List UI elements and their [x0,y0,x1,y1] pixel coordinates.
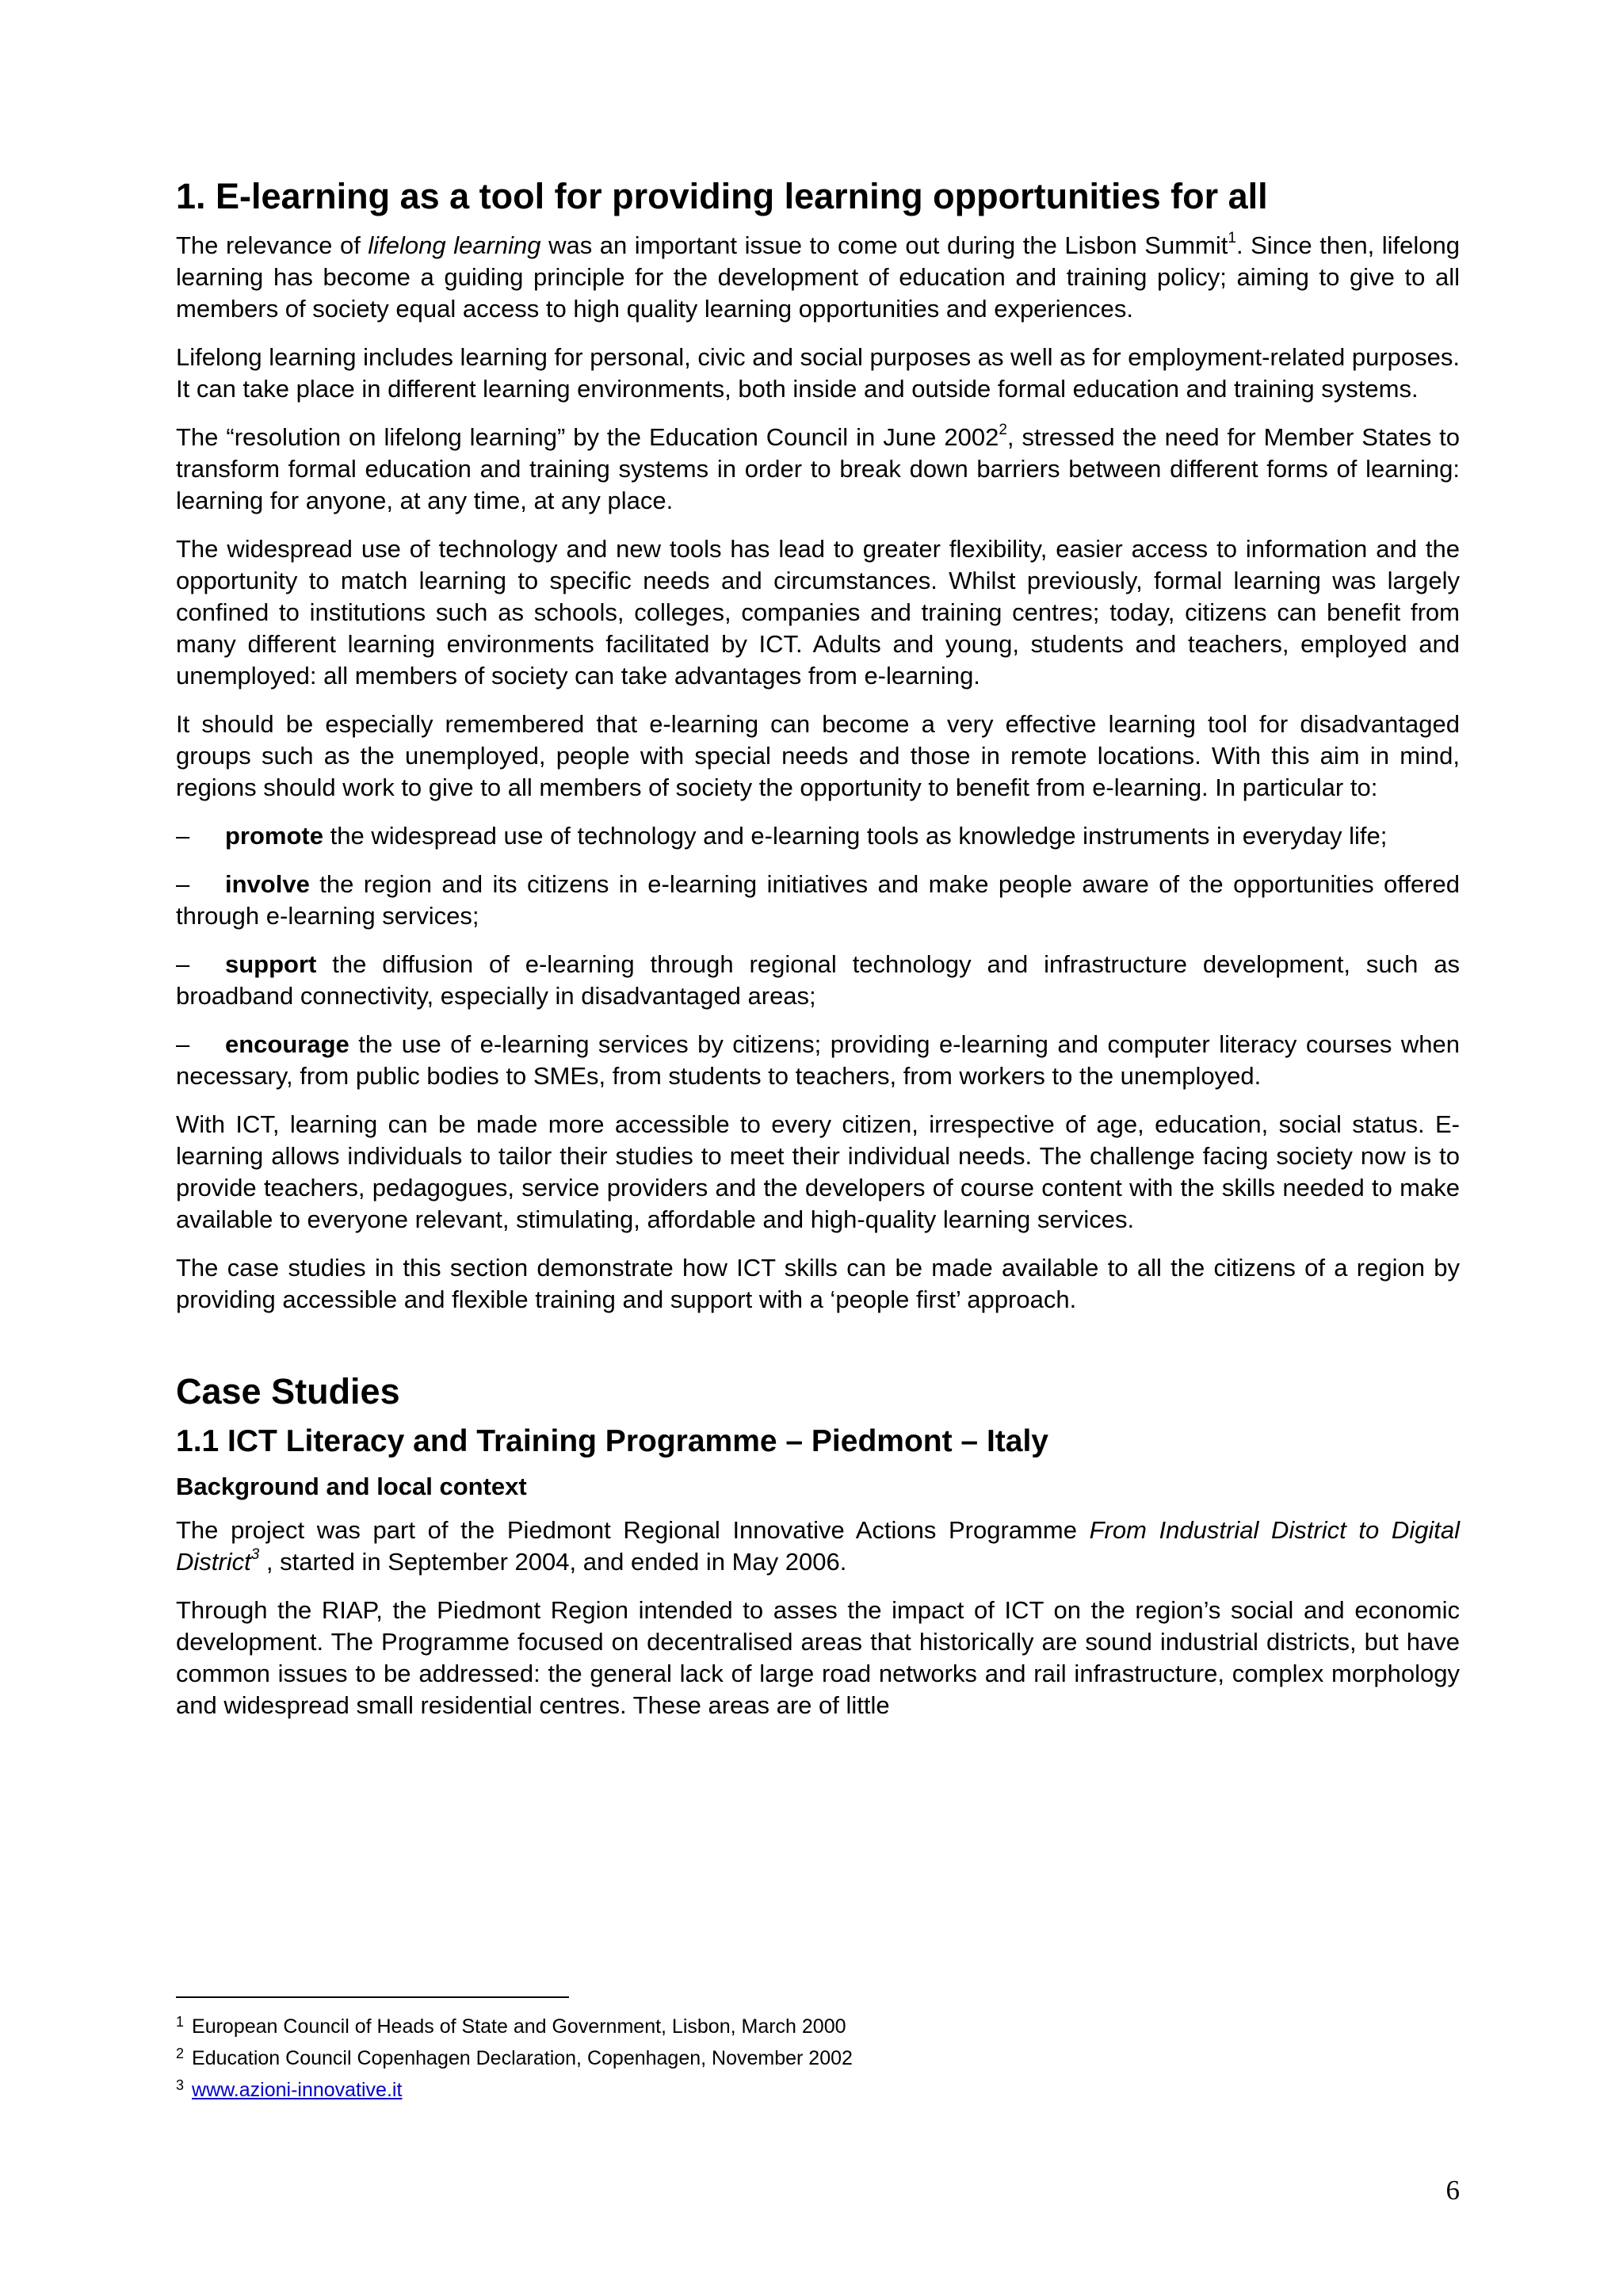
paragraph-technology: The widespread use of technology and new tools has lead to greater flexibility, easier access to information and the opportunity to match learning to specific needs and circumstances. Whilst previously, formal learning was largely confined to institutions such as schools, colleges, companies and training centres; today, citizens can benefit from many different learning environments facilitated by ICT. Adults and young, students and teachers, employed and unemployed: all members of society can take advantages from e-learning. [176,535,1460,690]
paragraph-lifelong-learning: Lifelong learning includes learning for personal, civic and social purposes as well as for employment-related purposes. It can take place in different learning environments, both inside and outside formal education and training systems. [176,343,1460,403]
footnote-3: $^3$ www.azioni-innovative.it [176,2077,403,2101]
footnotes [176,2013,1285,2108]
footnote-1: $^1$ European Council of Heads of State and Government, Lisbon, March 2000 [176,2014,846,2038]
spacer [176,1332,1460,1369]
document-body [176,173,1460,1738]
paragraph-resolution: The “resolution on lifelong learning” by the Education Council in June 2002$^2$, stressed the need for Member States to transform formal education and training systems in order to break down barriers between different forms of learning: learning for anyone, at any time, at any place. [176,421,1460,514]
paragraph-lisbon-summit: The relevance of lifelong learning was an important issue to come out during the Lisbon Summit$^1$. Since then, lifelong learning has become a guiding principle for the development of education and training policy; aiming to give to all members of society equal access to high quality learning opportunities and experiences. [176,229,1460,323]
paragraph-riap: Through the RIAP, the Piedmont Region intended to asses the impact of ICT on the region’s social and economic development. The Programme focused on decentralised areas that historically are sound industrial districts, but have common issues to be addressed: the general lack of large road networks and rail infrastructure, complex morphology and widespread small residential centres. These areas are of little [176,1596,1460,1719]
dash-marker: – [176,950,190,978]
background-heading: Background and local context [176,1473,527,1500]
dash-marker: – [176,870,190,898]
case-studies-heading: Case Studies [176,1371,400,1412]
footnote-ref-1[interactable]: 1 [1228,229,1236,246]
emphasis-lifelong-learning: lifelong learning [368,231,541,259]
footnote-2: $^2$ Education Council Copenhagen Declaration, Copenhagen, November 2002 [176,2046,853,2069]
website-link[interactable]: www.azioni-innovative.it [192,2079,403,2101]
list-item: – support the diffusion of e-learning through regional technology and infrastructure development, such as broadband connectivity, especially in disadvantaged areas; [176,950,1460,1010]
dash-marker: – [176,1030,190,1058]
footnote-separator [176,1996,569,1998]
list-item: – involve the region and its citizens in e-learning initiatives and make people aware of the opportunities offered through e-learning services; [176,870,1460,930]
list-item: – encourage the use of e-learning services by citizens; providing e-learning and computer literacy courses when necessary, from public bodies to SMEs, from students to teachers, from workers to the unemployed. [176,1030,1460,1090]
case-study-title: 1.1 ICT Literacy and Training Programme – Piedmont – Italy [176,1424,1048,1458]
page-number: 6 [1445,2175,1460,2206]
section-heading: 1. E-learning as a tool for providing learning opportunities for all [176,176,1268,216]
paragraph-case-studies-intro: The case studies in this section demonstrate how ICT skills can be made available to all the citizens of a region by providing accessible and flexible training and support with a ‘people first’ approach. [176,1254,1460,1313]
paragraph-ict-accessibility: With ICT, learning can be made more accessible to every citizen, irrespective of age, education, social status. E-learning allows individuals to tailor their studies to meet their individual needs. The challenge facing society now is to provide teachers, pedagogues, service providers and the developers of course content with the skills needed to make available to everyone relevant, stimulating, affordable and high-quality learning services. [176,1110,1460,1233]
footnote-ref-3[interactable]: 3 [250,1545,260,1563]
footnote-ref-2[interactable]: 2 [999,421,1007,438]
emphasis-programme-title: From Industrial District to Digital District$^3$ [176,1516,1460,1576]
paragraph-project-background: The project was part of the Piedmont Regional Innovative Actions Programme From Industrial District to Digital District$^3$ , started in September 2004, and ended in May 2006. [176,1516,1460,1576]
list-item: – promote the widespread use of technology and e-learning tools as knowledge instruments in everyday life; [176,820,1460,852]
dash-marker: – [176,822,190,850]
paragraph-disadvantaged-groups: It should be especially remembered that e-learning can become a very effective learning tool for disadvantaged groups such as the unemployed, people with special needs and those in remote locations. With this aim in mind, regions should work to give to all members of society the opportunity to benefit from e-learning. In particular to: [176,710,1460,801]
